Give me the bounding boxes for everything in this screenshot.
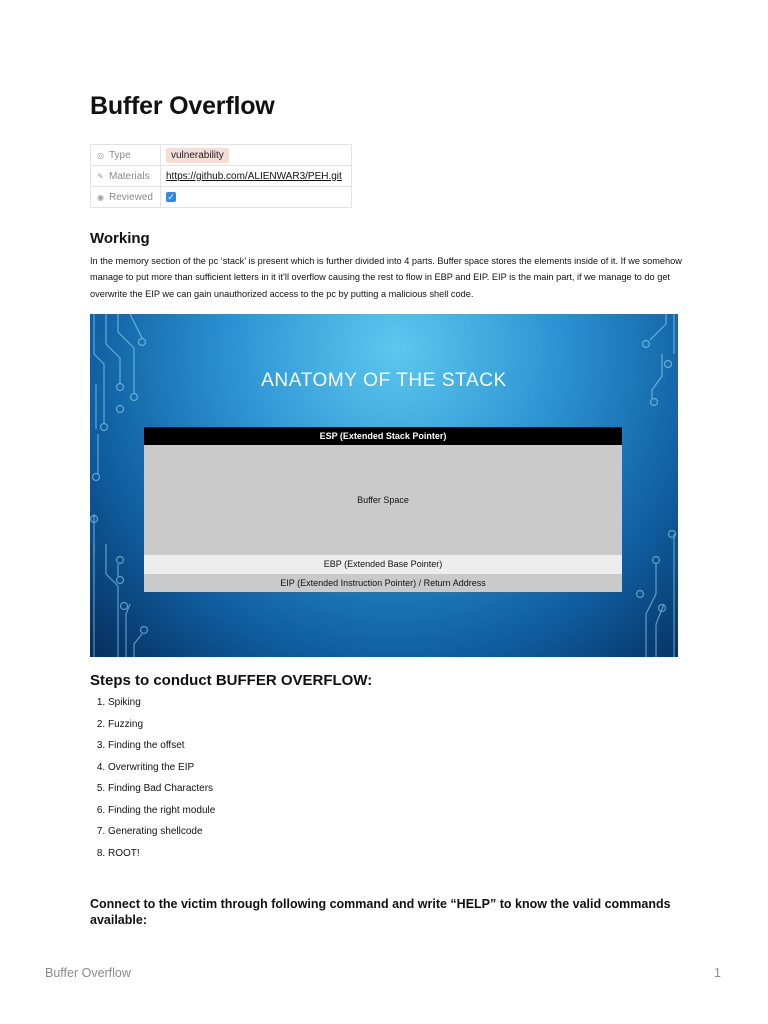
property-value [161,145,352,166]
esp-label: ESP (Extended Stack Pointer) [144,427,622,445]
buffer-space-label: Buffer Space [144,445,622,555]
page-title: Buffer Overflow [90,92,275,120]
eip-label: EIP (Extended Instruction Pointer) / Return Address [144,574,622,592]
list-item: 8. ROOT! [108,843,215,865]
target-icon: ◎ [97,150,104,160]
materials-link[interactable]: https://github.com/ALIENWAR3/PEH.git [166,170,342,182]
list-item: 6. Finding the right module [108,800,215,822]
connect-instruction: Connect to the victim through following command and write “HELP” to know the valid commands available: [90,897,671,927]
paperclip-icon: ✎ [97,171,104,181]
property-row-reviewed [91,187,352,208]
reviewed-checkbox[interactable]: ✓ [167,191,175,202]
property-row-materials [91,166,352,187]
property-row-type [91,145,352,166]
steps-heading: Steps to conduct BUFFER OVERFLOW: [90,672,373,689]
list-item: 4. Overwriting the EIP [108,757,215,779]
footer-title: Buffer Overflow [45,966,131,980]
property-value [161,166,352,187]
property-key: ✎ Materials [91,166,161,187]
working-paragraph: In the memory section of the pc ‘stack’ is present which is further divided into 4 parts. Buffer space stores the elements inside of it. If we somehow manage to put more than sufficient letters in it it’ll overflow causing the rest to flow in EBP and EIP. EIP is the main part, if we manage to do get overwrite the EIP we can gain unauthorized access to the pc by putting a malicious shell code. [90,256,682,299]
list-item: 7. Generating shellcode [108,821,215,843]
property-key: ◉ Reviewed [91,187,161,208]
page-number: 1 [714,966,721,980]
stack-diagram [144,427,622,592]
slide-title: ANATOMY OF THE STACK [261,370,507,391]
check-circle-icon: ◉ [97,192,104,202]
stack-diagram-image [90,314,678,657]
list-item: 3. Finding the offset [108,735,215,757]
type-tag[interactable]: vulnerability [166,148,229,163]
properties-table [90,144,352,208]
property-key: ◎ Type [91,145,161,166]
working-heading: Working [90,230,150,247]
list-item: 5. Finding Bad Characters [108,778,215,800]
ebp-label: EBP (Extended Base Pointer) [144,555,622,574]
list-item: 1. Spiking [108,692,215,714]
property-value [161,187,352,208]
list-item: 2. Fuzzing [108,714,215,736]
steps-list [90,692,215,864]
